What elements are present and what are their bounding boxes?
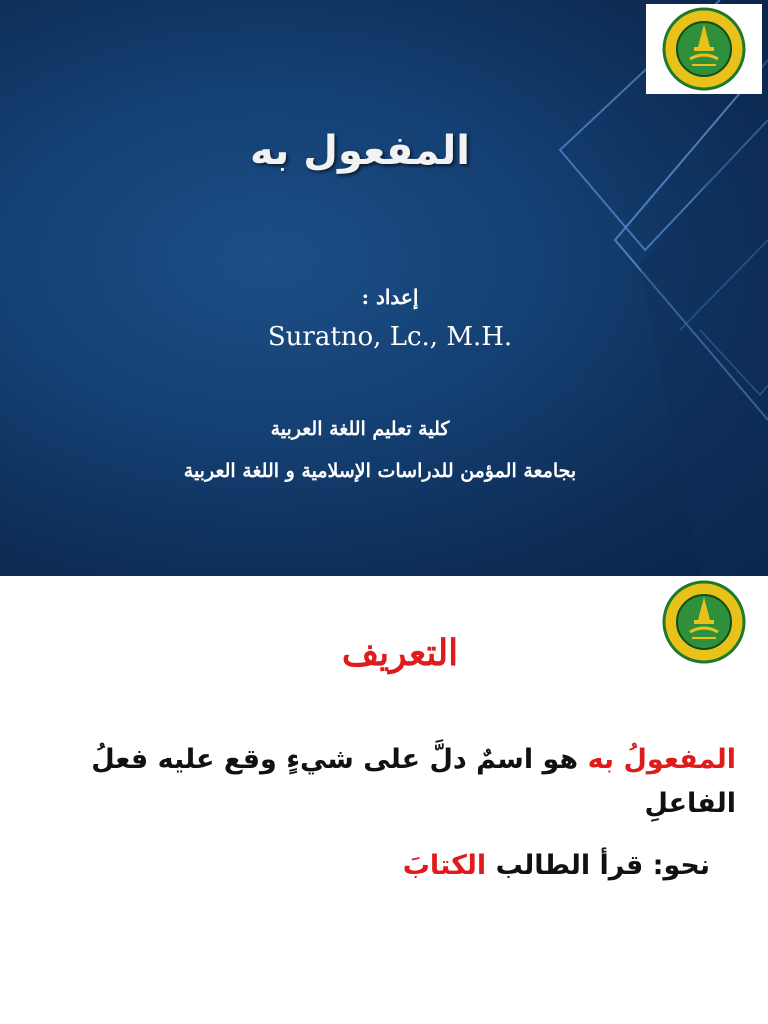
author-name: Suratno, Lc., M.H.	[267, 322, 513, 352]
example-sentence	[210, 850, 710, 881]
slide-title: المفعول به	[250, 128, 470, 174]
university-name: بجامعة المؤمن للدراسات الإسلامية و اللغة العربية	[183, 460, 577, 482]
institution-logo	[646, 4, 762, 94]
faculty-name: كلية تعليم اللغة العربية	[270, 418, 450, 440]
section-title: التعريف	[341, 632, 459, 674]
definition-text	[0, 738, 736, 826]
prepared-by-label: إعداد :	[361, 285, 419, 309]
definition-slide	[0, 576, 768, 1024]
institution-logo-icon	[662, 580, 746, 664]
institution-logo	[648, 580, 760, 664]
institution-logo-icon	[662, 7, 746, 91]
example-prefix: نحو: قرأ الطالب	[486, 850, 710, 881]
example-object: الكتابَ	[402, 850, 487, 881]
defined-term: المفعولُ به	[587, 744, 736, 775]
definition-body: هو اسمٌ دلَّ على شيءٍ وقع عليه فعلُ الفاعلِ	[91, 744, 736, 819]
